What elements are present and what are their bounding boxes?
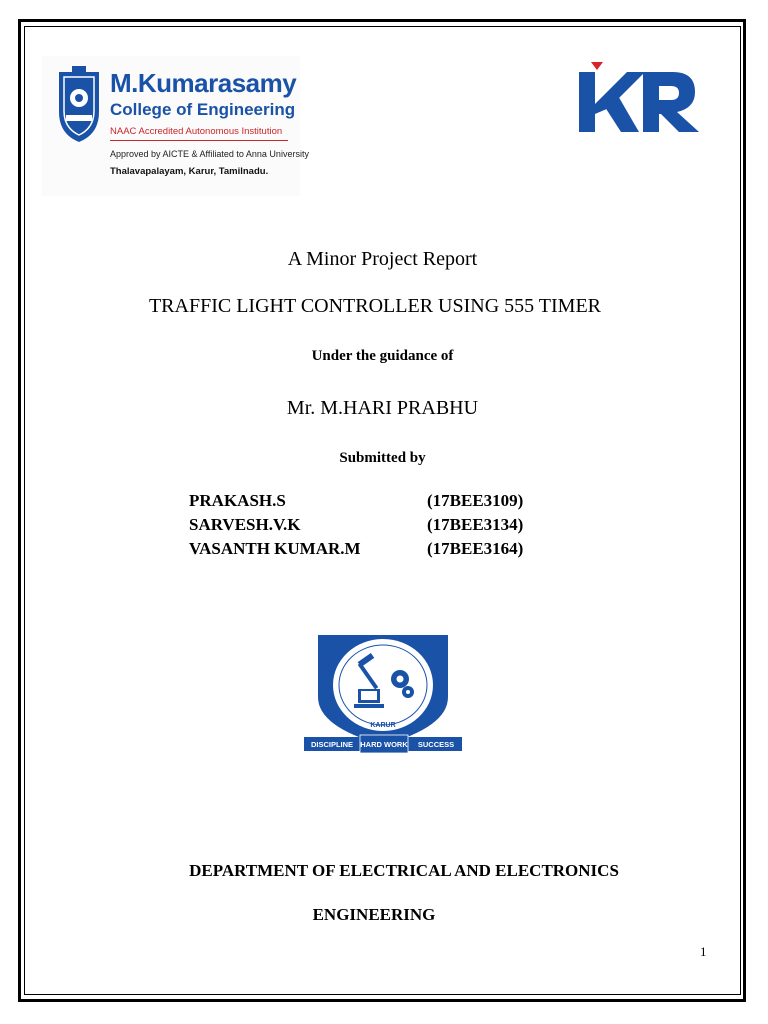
college-name: M.Kumarasamy	[110, 68, 297, 98]
emblem-motto: DISCIPLINE	[310, 740, 354, 749]
college-location: Thalavapalayam, Karur, Tamilnadu.	[110, 166, 269, 177]
college-approval: Approved by AICTE & Affiliated to Anna University	[110, 149, 309, 159]
department-line: ENGINEERING	[312, 905, 436, 924]
student-id: (17BEE3134)	[427, 515, 524, 534]
emblem-motto: SUCCESS	[417, 740, 455, 749]
college-logo	[42, 56, 309, 196]
page-number: 1	[700, 944, 707, 959]
emblem-motto: HARD WORK	[360, 740, 408, 749]
guidance-label: Under the guidance of	[311, 348, 454, 364]
student-id: (17BEE3164)	[427, 539, 524, 558]
submitted-label: Submitted by	[339, 450, 426, 466]
report-title: TRAFFIC LIGHT CONTROLLER USING 555 TIMER	[148, 295, 602, 317]
student-id: (17BEE3109)	[427, 491, 524, 510]
college-accreditation: NAAC Accredited Autonomous Institution	[110, 126, 283, 137]
department-line: DEPARTMENT OF ELECTRICAL AND ELECTRONICS	[189, 861, 619, 880]
student-name: VASANTH KUMAR.M	[189, 539, 361, 558]
student-name: PRAKASH.S	[189, 491, 286, 510]
guide-name: Mr. M.HARI PRABHU	[286, 397, 479, 419]
student-name: SARVESH.V.K	[189, 515, 301, 534]
kr-logo	[577, 58, 701, 134]
college-subtitle: College of Engineering	[110, 100, 296, 119]
college-crest-icon	[56, 66, 102, 144]
college-emblem	[302, 627, 464, 755]
report-type: A Minor Project Report	[287, 248, 478, 270]
logo-divider	[110, 140, 288, 141]
emblem-city: KARUR	[370, 722, 396, 729]
